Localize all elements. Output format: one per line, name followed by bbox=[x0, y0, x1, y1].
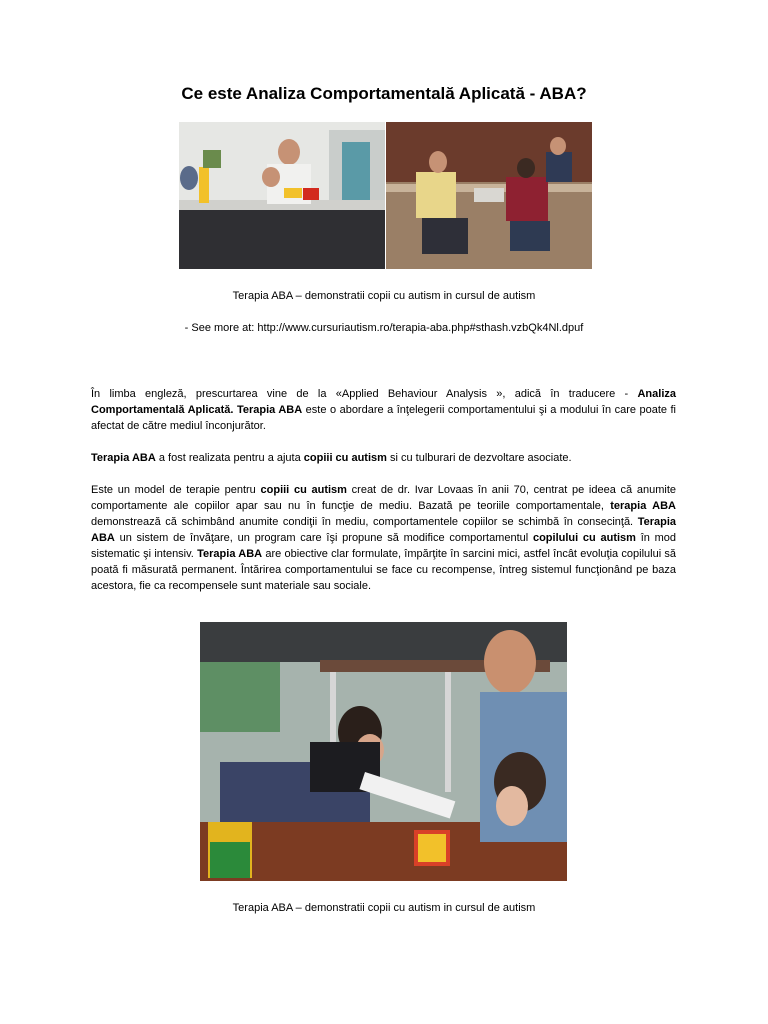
photo-therapy-child-play bbox=[200, 622, 567, 881]
photo-caption-1: Terapia ABA – demonstratii copii cu autism in cursul de autism bbox=[232, 290, 536, 302]
paragraph-intro: În limba engleză, prescurtarea vine de la «Applied Behaviour Analysis », adică în traducere - Analiza Comportamentală Aplicată. Terapia ABA este o abordare a înţelegerii comportamentului şi a modului în care poate fi afectat de către mediul înconjurător. bbox=[91, 388, 676, 432]
paragraph-model: Este un model de terapie pentru copiii cu autism creat de dr. Ivar Lovaas în anii 70, centrat pe ideea că anumite comportamente ale copiilor apar sau nu în funcţie de mediu. Bazată pe teoriile comportamentale, terapia ABA demonstrează că schimbând anumite condiţii în mediu, comportamentele copiilor se schimbă în consecinţă. Terapia ABA un sistem de învăţare, un program care îşi propune să modifice comportamentul copilului cu autism în mod sistematic şi intensiv. Terapia ABA are obiective clar formulate, împărţite în sarcini mici, astfel încât evoluţia copilului să poată fi măsurată permanent. Întărirea comportamentului se face cu recompense, întreg sistemul funcţionând pe baza acestora, fie ca recompensele sunt materiale sau sociale. bbox=[91, 484, 677, 592]
photo-therapy-session-right bbox=[386, 122, 592, 269]
paragraph-purpose: Terapia ABA a fost realizata pentru a ajuta copiii cu autism si cu tulburari de dezvoltare asociate. bbox=[91, 452, 572, 464]
see-more-link[interactable]: - See more at: http://www.cursuriautism.ro/terapia-aba.php#sthash.vzbQk4Nl.dpuf bbox=[184, 322, 584, 334]
page-title: Ce este Analiza Comportamentală Aplicată - ABA? bbox=[181, 84, 587, 103]
photo-therapy-session-left bbox=[179, 122, 385, 269]
photo-caption-2: Terapia ABA – demonstratii copii cu autism in cursul de autism bbox=[232, 902, 536, 914]
